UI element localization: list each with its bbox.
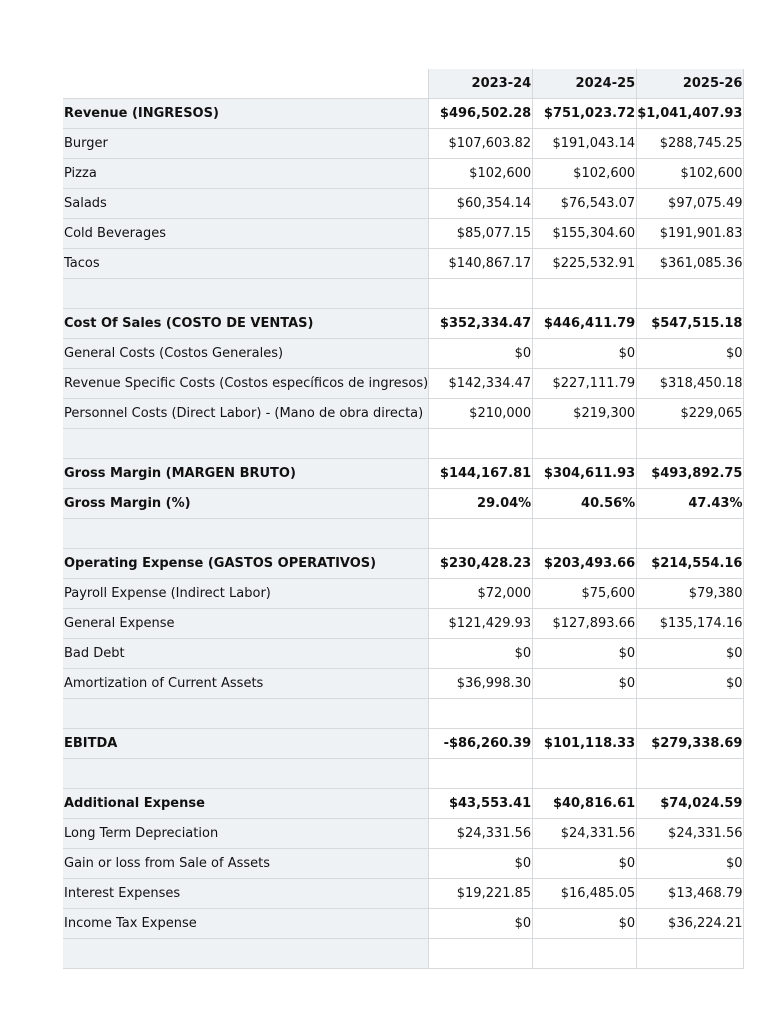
- value-cell[interactable]: $229,065: [637, 399, 744, 429]
- row-label-cell[interactable]: [63, 939, 429, 969]
- value-cell[interactable]: $446,411.79: [533, 309, 637, 339]
- row-label-cell[interactable]: Bad Debt: [63, 639, 429, 669]
- row-label-cell[interactable]: Gross Margin (%): [63, 489, 429, 519]
- value-cell[interactable]: [637, 519, 744, 549]
- table-row: [63, 729, 744, 759]
- table-row: [63, 819, 744, 849]
- value-cell[interactable]: $318,450.18: [637, 369, 744, 399]
- value-cell[interactable]: $352,334.47: [429, 309, 533, 339]
- value-cell[interactable]: $0: [429, 339, 533, 369]
- value-cell[interactable]: $230,428.23: [429, 549, 533, 579]
- table-row: [63, 609, 744, 639]
- value-cell[interactable]: [429, 939, 533, 969]
- row-label-cell[interactable]: Payroll Expense (Indirect Labor): [63, 579, 429, 609]
- table-row: [63, 399, 744, 429]
- value-cell[interactable]: $43,553.41: [429, 789, 533, 819]
- row-label-cell[interactable]: [63, 519, 429, 549]
- value-cell[interactable]: $496,502.28: [429, 99, 533, 129]
- value-cell[interactable]: $279,338.69: [637, 729, 744, 759]
- table-row: [63, 549, 744, 579]
- row-label-cell[interactable]: EBITDA: [63, 729, 429, 759]
- value-cell[interactable]: $127,893.66: [533, 609, 637, 639]
- value-cell[interactable]: $0: [533, 339, 637, 369]
- value-cell[interactable]: $288,745.25: [637, 129, 744, 159]
- value-cell[interactable]: $0: [533, 849, 637, 879]
- value-cell[interactable]: [533, 279, 637, 309]
- value-cell[interactable]: $0: [637, 669, 744, 699]
- value-cell[interactable]: $0: [533, 669, 637, 699]
- value-cell[interactable]: [533, 759, 637, 789]
- value-cell[interactable]: $0: [533, 909, 637, 939]
- value-cell[interactable]: $0: [429, 639, 533, 669]
- row-label-cell[interactable]: Tacos: [63, 249, 429, 279]
- value-cell[interactable]: $547,515.18: [637, 309, 744, 339]
- value-cell[interactable]: $24,331.56: [637, 819, 744, 849]
- table-row: [63, 489, 744, 519]
- value-cell[interactable]: $74,024.59: [637, 789, 744, 819]
- value-cell[interactable]: [533, 699, 637, 729]
- value-cell[interactable]: $72,000: [429, 579, 533, 609]
- value-cell[interactable]: $191,043.14: [533, 129, 637, 159]
- value-cell[interactable]: [429, 429, 533, 459]
- row-label-cell[interactable]: Gain or loss from Sale of Assets: [63, 849, 429, 879]
- row-label-cell[interactable]: Gross Margin (MARGEN BRUTO): [63, 459, 429, 489]
- value-cell[interactable]: $155,304.60: [533, 219, 637, 249]
- value-cell[interactable]: [637, 759, 744, 789]
- value-cell[interactable]: $0: [637, 339, 744, 369]
- value-cell[interactable]: $40,816.61: [533, 789, 637, 819]
- row-label-cell[interactable]: Income Tax Expense: [63, 909, 429, 939]
- value-cell[interactable]: [429, 759, 533, 789]
- value-cell[interactable]: [637, 429, 744, 459]
- value-cell[interactable]: $101,118.33: [533, 729, 637, 759]
- value-cell[interactable]: $121,429.93: [429, 609, 533, 639]
- table-row: [63, 99, 744, 129]
- value-cell[interactable]: $751,023.72: [533, 99, 637, 129]
- value-cell[interactable]: $493,892.75: [637, 459, 744, 489]
- value-cell[interactable]: [429, 519, 533, 549]
- table-row: [63, 159, 744, 189]
- value-cell[interactable]: $210,000: [429, 399, 533, 429]
- value-cell[interactable]: $102,600: [637, 159, 744, 189]
- value-cell[interactable]: $36,224.21: [637, 909, 744, 939]
- value-cell[interactable]: $0: [429, 909, 533, 939]
- row-label-cell[interactable]: Operating Expense (GASTOS OPERATIVOS): [63, 549, 429, 579]
- value-cell[interactable]: [637, 699, 744, 729]
- year-header[interactable]: 2025-26: [637, 69, 744, 99]
- value-cell[interactable]: $107,603.82: [429, 129, 533, 159]
- row-label-cell[interactable]: Revenue Specific Costs (Costos específicos de ingresos): [63, 369, 429, 399]
- table-row: [63, 579, 744, 609]
- value-cell[interactable]: [429, 699, 533, 729]
- value-cell[interactable]: $361,085.36: [637, 249, 744, 279]
- table-row: [63, 909, 744, 939]
- row-label-cell[interactable]: [63, 759, 429, 789]
- value-cell[interactable]: $214,554.16: [637, 549, 744, 579]
- value-cell[interactable]: 40.56%: [533, 489, 637, 519]
- row-label-cell[interactable]: [63, 699, 429, 729]
- table-row: [63, 639, 744, 669]
- year-header[interactable]: 2024-25: [533, 69, 637, 99]
- table-row: [63, 669, 744, 699]
- value-cell[interactable]: $19,221.85: [429, 879, 533, 909]
- value-cell[interactable]: $75,600: [533, 579, 637, 609]
- blank-row: [63, 429, 744, 459]
- value-cell[interactable]: $225,532.91: [533, 249, 637, 279]
- value-cell[interactable]: $0: [429, 849, 533, 879]
- blank-row: [63, 279, 744, 309]
- value-cell[interactable]: -$86,260.39: [429, 729, 533, 759]
- row-label-cell[interactable]: Burger: [63, 129, 429, 159]
- table-row: [63, 339, 744, 369]
- table-row: [63, 459, 744, 489]
- row-label-cell[interactable]: Cold Beverages: [63, 219, 429, 249]
- value-cell[interactable]: $102,600: [533, 159, 637, 189]
- value-cell[interactable]: $97,075.49: [637, 189, 744, 219]
- value-cell[interactable]: $36,998.30: [429, 669, 533, 699]
- value-cell[interactable]: $24,331.56: [533, 819, 637, 849]
- table-row: [63, 219, 744, 249]
- row-label-cell[interactable]: Pizza: [63, 159, 429, 189]
- table-body: [63, 69, 744, 969]
- value-cell[interactable]: $0: [637, 639, 744, 669]
- value-cell[interactable]: $60,354.14: [429, 189, 533, 219]
- profit-loss-table: [63, 69, 744, 969]
- table-row: [63, 309, 744, 339]
- value-cell[interactable]: $24,331.56: [429, 819, 533, 849]
- value-cell[interactable]: 47.43%: [637, 489, 744, 519]
- value-cell[interactable]: $1,041,407.93: [637, 99, 744, 129]
- table-row: [63, 189, 744, 219]
- value-cell[interactable]: $13,468.79: [637, 879, 744, 909]
- row-label-cell[interactable]: Long Term Depreciation: [63, 819, 429, 849]
- value-cell[interactable]: $135,174.16: [637, 609, 744, 639]
- value-cell[interactable]: $85,077.15: [429, 219, 533, 249]
- table-row: [63, 849, 744, 879]
- row-label-cell[interactable]: Amortization of Current Assets: [63, 669, 429, 699]
- row-label-cell[interactable]: Salads: [63, 189, 429, 219]
- table-row: [63, 129, 744, 159]
- row-label-cell[interactable]: Personnel Costs (Direct Labor) - (Mano de obra directa): [63, 399, 429, 429]
- value-cell[interactable]: $102,600: [429, 159, 533, 189]
- value-cell[interactable]: $203,493.66: [533, 549, 637, 579]
- value-cell[interactable]: 29.04%: [429, 489, 533, 519]
- value-cell[interactable]: $140,867.17: [429, 249, 533, 279]
- table-row: [63, 879, 744, 909]
- row-label-cell[interactable]: Additional Expense: [63, 789, 429, 819]
- row-label-cell[interactable]: Revenue (INGRESOS): [63, 99, 429, 129]
- value-cell[interactable]: $144,167.81: [429, 459, 533, 489]
- table-row: [63, 369, 744, 399]
- value-cell[interactable]: $227,111.79: [533, 369, 637, 399]
- value-cell[interactable]: $16,485.05: [533, 879, 637, 909]
- table-row: [63, 789, 744, 819]
- table-row: [63, 249, 744, 279]
- value-cell[interactable]: [533, 429, 637, 459]
- value-cell[interactable]: [533, 939, 637, 969]
- header-row: [63, 69, 744, 99]
- header-corner-cell: [63, 69, 429, 99]
- value-cell[interactable]: $304,611.93: [533, 459, 637, 489]
- row-label-cell[interactable]: Cost Of Sales (COSTO DE VENTAS): [63, 309, 429, 339]
- row-label-cell[interactable]: [63, 429, 429, 459]
- value-cell[interactable]: $0: [637, 849, 744, 879]
- value-cell[interactable]: $0: [533, 639, 637, 669]
- blank-row: [63, 939, 744, 969]
- value-cell[interactable]: $191,901.83: [637, 219, 744, 249]
- value-cell[interactable]: [637, 279, 744, 309]
- value-cell[interactable]: $219,300: [533, 399, 637, 429]
- blank-row: [63, 519, 744, 549]
- blank-row: [63, 759, 744, 789]
- row-label-cell[interactable]: General Costs (Costos Generales): [63, 339, 429, 369]
- year-header[interactable]: 2023-24: [429, 69, 533, 99]
- row-label-cell[interactable]: [63, 279, 429, 309]
- blank-row: [63, 699, 744, 729]
- value-cell[interactable]: [533, 519, 637, 549]
- value-cell[interactable]: $76,543.07: [533, 189, 637, 219]
- value-cell[interactable]: [429, 279, 533, 309]
- value-cell[interactable]: $79,380: [637, 579, 744, 609]
- row-label-cell[interactable]: Interest Expenses: [63, 879, 429, 909]
- row-label-cell[interactable]: General Expense: [63, 609, 429, 639]
- value-cell[interactable]: $142,334.47: [429, 369, 533, 399]
- value-cell[interactable]: [637, 939, 744, 969]
